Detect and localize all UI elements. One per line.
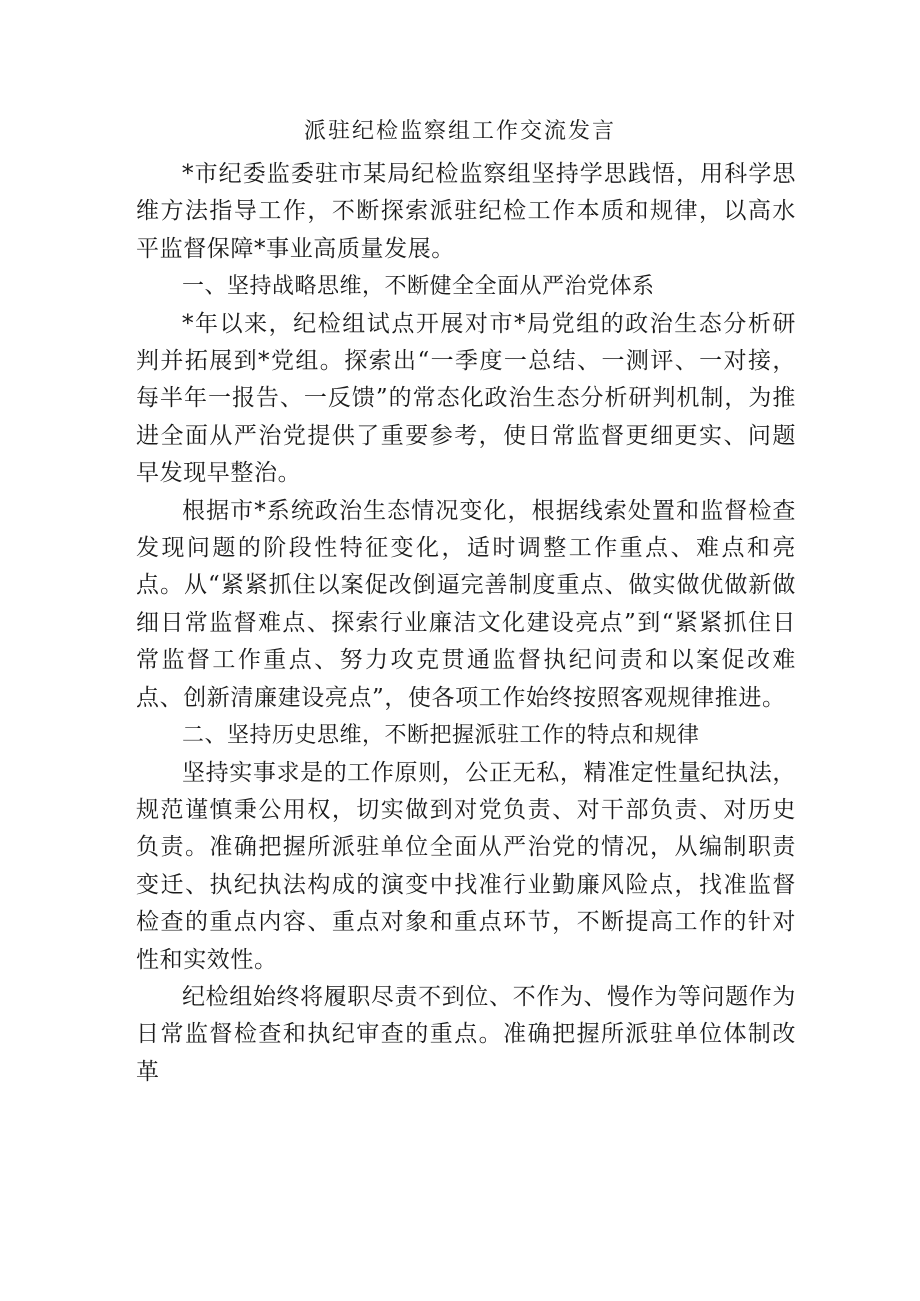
paragraph-history-1: 坚持实事求是的工作原则，公正无私，精准定性量纪执法，规范谨慎秉公用权，切实做到对党负责、对干部负责、对历史负责。准确把握所派驻单位全面从严治党的情况，从编制职责变迁、执纪执法构成的演变中找准行业勤廉风险点，找准监督检查的重点内容、重点对象和重点环节，不断提高工作的针对性和实效性。 [136,759,796,973]
paragraph-intro: *市纪委监委驻市某局纪检监察组坚持学思践悟，用科学思维方法指导工作，不断探索派驻纪检工作本质和规律，以高水平监督保障*事业高质量发展。 [136,161,796,262]
section-heading-2: 二、坚持历史思维，不断把握派驻工作的特点和规律 [182,723,700,749]
paragraph-history-2: 纪检组始终将履职尽责不到位、不作为、慢作为等问题作为日常监督检查和执纪审查的重点。准确把握所派驻单位体制改革 [136,983,796,1085]
document-body [136,156,796,1091]
paragraph-strategy-2: 根据市*系统政治生态情况变化，根据线索处置和监督检查发现问题的阶段性特征变化，适时调整工作重点、难点和亮点。从“紧紧抓住以案促改倒逼完善制度重点、做实做优做新做细日常监督难点、探索行业廉洁文化建设亮点”到“紧紧抓住日常监督工作重点、努力攻克贯通监督执纪问责和以案促改难点、创新清廉建设亮点”，使各项工作始终按照客观规律推进。 [136,497,796,711]
document-title: 派驻纪检监察组工作交流发言 [303,119,616,144]
paragraph-strategy-1: *年以来，纪检组试点开展对市*局党组的政治生态分析研判并拓展到*党组。探索出“一季度一总结、一测评、一对接，每半年一报告、一反馈”的常态化政治生态分析研判机制，为推进全面从严治党提供了重要参考，使日常监督更细更实、问题早发现早整治。 [136,310,796,487]
section-heading-1: 一、坚持战略思维，不断健全全面从严治党体系 [182,274,655,300]
